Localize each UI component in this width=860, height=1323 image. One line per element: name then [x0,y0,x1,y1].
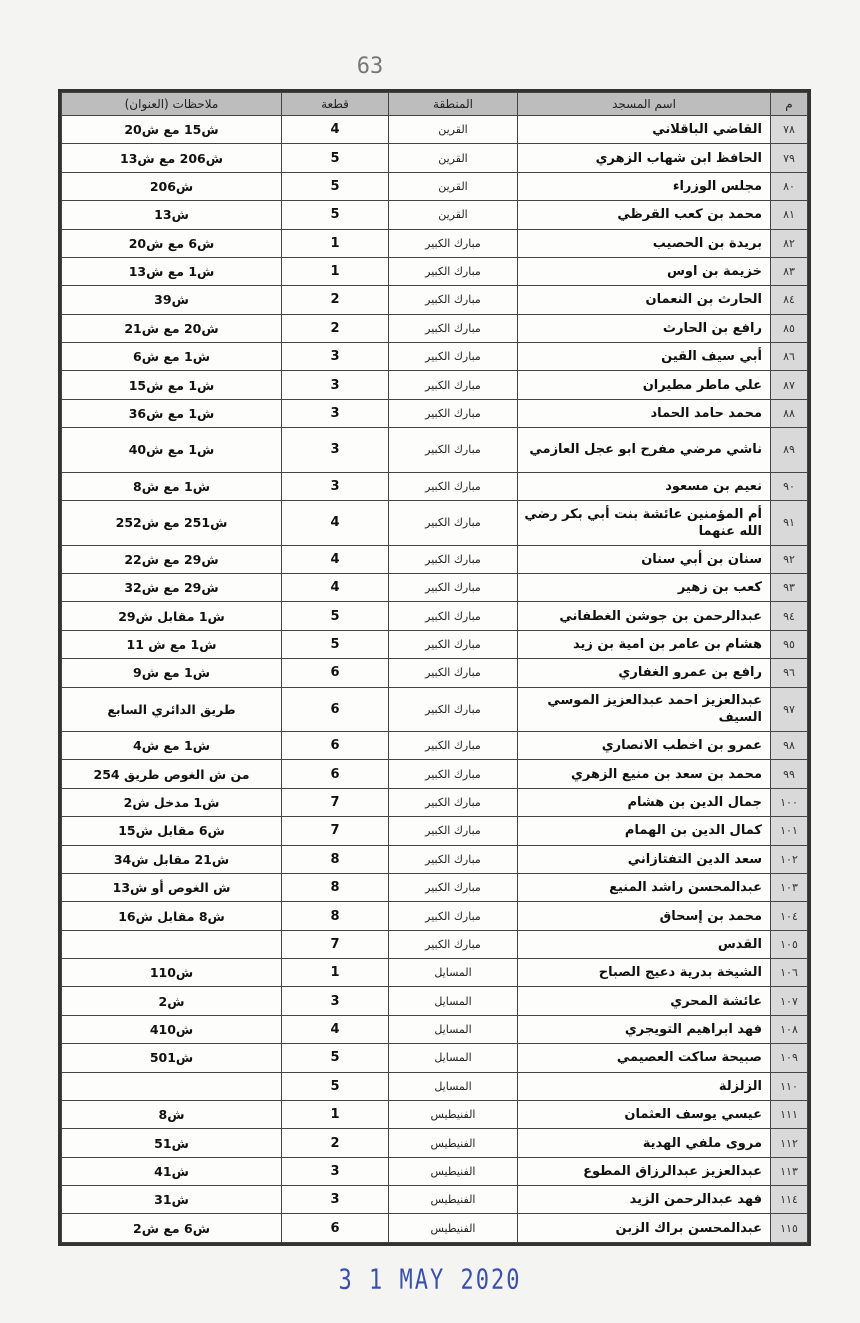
area: المسايل [389,959,518,987]
table-row [62,574,808,602]
mosque-name: فهد عبدالرحمن الزيد [518,1186,771,1214]
row-number: ٩٨ [771,732,808,760]
area: القرين [389,172,518,200]
address-notes: ش51 [62,1129,282,1157]
address-notes: ش29 مع ش22 [62,545,282,573]
block-number: 6 [282,687,389,732]
mosque-name: عبدالعزيز احمد عبدالعزيز الموسي السيف [518,687,771,732]
address-notes: ش41 [62,1157,282,1185]
row-number: ١١٢ [771,1129,808,1157]
table-body [62,116,808,1243]
row-number: ٩٢ [771,545,808,573]
area: مبارك الكبير [389,788,518,816]
date-stamp: 3 1 MAY 2020 [338,1264,522,1297]
address-notes: ش1 مع ش8 [62,472,282,500]
address-notes: ش1 مع ش 11 [62,630,282,658]
area: مبارك الكبير [389,399,518,427]
block-number: 3 [282,1157,389,1185]
address-notes: ش1 مع ش4 [62,732,282,760]
address-notes: طريق الدائري السابع [62,687,282,732]
block-number: 1 [282,257,389,285]
table-row [62,788,808,816]
row-number: ٨٧ [771,371,808,399]
area: القرين [389,116,518,144]
address-notes: ش2 [62,987,282,1015]
table-row [62,371,808,399]
row-number: ٨٠ [771,172,808,200]
row-number: ١١٠ [771,1072,808,1100]
table-row [62,930,808,958]
mosque-name: عبدالرحمن بن جوشن الغطفاني [518,602,771,630]
table-row [62,314,808,342]
header-mosque-name: اسم المسجد [518,93,771,116]
block-number: 1 [282,1100,389,1128]
header-block: قطعة [282,93,389,116]
area: مبارك الكبير [389,286,518,314]
mosque-name: محمد بن إسحاق [518,902,771,930]
row-number: ٨٨ [771,399,808,427]
mosque-name: رافع بن الحارث [518,314,771,342]
address-notes: ش21 مقابل ش34 [62,845,282,873]
row-number: ١٠٧ [771,987,808,1015]
table-row [62,116,808,144]
mosque-name: الزلزلة [518,1072,771,1100]
mosque-name: أبي سيف القين [518,343,771,371]
area: مبارك الكبير [389,343,518,371]
header-num: م [771,93,808,116]
address-notes: ش1 مع ش36 [62,399,282,427]
mosque-name: عمرو بن اخطب الانصاري [518,732,771,760]
row-number: ١٠٢ [771,845,808,873]
address-notes: ش29 مع ش32 [62,574,282,602]
block-number: 8 [282,873,389,901]
address-notes: ش8 مقابل ش16 [62,902,282,930]
row-number: ١١١ [771,1100,808,1128]
block-number: 1 [282,229,389,257]
row-number: ٩٠ [771,472,808,500]
row-number: ١١٣ [771,1157,808,1185]
area: مبارك الكبير [389,501,518,546]
table-row [62,545,808,573]
mosque-name: الحافظ ابن شهاب الزهري [518,144,771,172]
address-notes: ش501 [62,1044,282,1072]
address-notes: ش1 مع ش15 [62,371,282,399]
table-row [62,428,808,473]
area: مبارك الكبير [389,371,518,399]
address-notes: ش الغوص أو ش13 [62,873,282,901]
table-row [62,172,808,200]
block-number: 7 [282,930,389,958]
block-number: 8 [282,845,389,873]
area: مبارك الكبير [389,630,518,658]
area: مبارك الكبير [389,873,518,901]
table-header-row [62,93,808,116]
block-number: 5 [282,1072,389,1100]
area: مبارك الكبير [389,472,518,500]
block-number: 6 [282,659,389,687]
address-notes: ش410 [62,1015,282,1043]
row-number: ٨٦ [771,343,808,371]
area: الفنيطيس [389,1129,518,1157]
area: مبارك الكبير [389,659,518,687]
row-number: ٩٣ [771,574,808,602]
table-row [62,1186,808,1214]
table-row [62,987,808,1015]
mosque-name: عبدالعزيز عبدالرزاق المطوع [518,1157,771,1185]
area: المسايل [389,1044,518,1072]
header-area: المنطقة [389,93,518,116]
address-notes: ش6 مقابل ش15 [62,817,282,845]
table-row [62,1100,808,1128]
area: مبارك الكبير [389,602,518,630]
area: المسايل [389,1015,518,1043]
address-notes: ش39 [62,286,282,314]
block-number: 3 [282,428,389,473]
area: المسايل [389,987,518,1015]
row-number: ١٠١ [771,817,808,845]
row-number: ٨٤ [771,286,808,314]
row-number: ٨١ [771,201,808,229]
mosque-name: خزيمة بن اوس [518,257,771,285]
table-row [62,659,808,687]
area: المسايل [389,1072,518,1100]
table-row [62,873,808,901]
row-number: ١٠٥ [771,930,808,958]
mosque-name: عبدالمحسن براك الزبن [518,1214,771,1243]
address-notes: ش110 [62,959,282,987]
table-row [62,286,808,314]
mosque-name: مجلس الوزراء [518,172,771,200]
row-number: ١١٤ [771,1186,808,1214]
table-row [62,902,808,930]
block-number: 5 [282,144,389,172]
mosque-name: أم المؤمنين عائشة بنت أبي بكر رضي الله عنهما [518,501,771,546]
row-number: ٨٥ [771,314,808,342]
address-notes: ش1 مع ش13 [62,257,282,285]
block-number: 3 [282,399,389,427]
area: مبارك الكبير [389,428,518,473]
block-number: 7 [282,817,389,845]
block-number: 2 [282,1129,389,1157]
table-row [62,1129,808,1157]
table-row [62,229,808,257]
address-notes: ش20 مع ش21 [62,314,282,342]
mosques-table-frame [58,89,811,1246]
mosque-name: بريدة بن الحصيب [518,229,771,257]
address-notes: ش31 [62,1186,282,1214]
table-row [62,1157,808,1185]
area: مبارك الكبير [389,229,518,257]
mosque-name: صبيحة ساكت العصيمي [518,1044,771,1072]
row-number: ٧٨ [771,116,808,144]
address-notes: ش1 مع ش40 [62,428,282,473]
table-row [62,399,808,427]
mosque-name: ناشي مرضي مفرح ابو عجل العازمي [518,428,771,473]
mosque-name: محمد بن سعد بن منيع الزهري [518,760,771,788]
area: الفنيطيس [389,1157,518,1185]
block-number: 4 [282,501,389,546]
row-number: ٩٥ [771,630,808,658]
area: الفنيطيس [389,1186,518,1214]
mosque-name: محمد حامد الحماد [518,399,771,427]
table-row [62,760,808,788]
area: الفنيطيس [389,1100,518,1128]
mosque-name: جمال الدين بن هشام [518,788,771,816]
table-row [62,817,808,845]
table-row [62,472,808,500]
row-number: ١٠٨ [771,1015,808,1043]
mosque-name: رافع بن عمرو الغفاري [518,659,771,687]
row-number: ١٠٩ [771,1044,808,1072]
row-number: ٧٩ [771,144,808,172]
area: مبارك الكبير [389,314,518,342]
area: الفنيطيس [389,1214,518,1243]
area: القرين [389,144,518,172]
mosque-name: سعد الدين التفتازاني [518,845,771,873]
mosque-name: نعيم بن مسعود [518,472,771,500]
address-notes [62,1072,282,1100]
address-notes: ش13 [62,201,282,229]
area: مبارك الكبير [389,545,518,573]
block-number: 4 [282,574,389,602]
row-number: ٩٧ [771,687,808,732]
block-number: 5 [282,602,389,630]
row-number: ٨٩ [771,428,808,473]
mosques-table [61,92,808,1243]
mosque-name: محمد بن كعب القرظي [518,201,771,229]
block-number: 5 [282,1044,389,1072]
mosque-name: القاضي الباقلاني [518,116,771,144]
address-notes: ش6 مع ش20 [62,229,282,257]
mosque-name: عبدالمحسن راشد المنيع [518,873,771,901]
address-notes: ش1 مع ش9 [62,659,282,687]
table-row [62,144,808,172]
area: القرين [389,201,518,229]
header-notes: ملاحظات (العنوان) [62,93,282,116]
block-number: 3 [282,472,389,500]
block-number: 3 [282,1186,389,1214]
mosque-name: كمال الدين بن الهمام [518,817,771,845]
area: مبارك الكبير [389,930,518,958]
block-number: 2 [282,286,389,314]
block-number: 7 [282,788,389,816]
block-number: 3 [282,343,389,371]
table-row [62,687,808,732]
table-row [62,257,808,285]
row-number: ٩٤ [771,602,808,630]
mosque-name: عيسي يوسف العثمان [518,1100,771,1128]
mosque-name: علي ماطر مطيران [518,371,771,399]
table-row [62,201,808,229]
table-row [62,959,808,987]
block-number: 6 [282,1214,389,1243]
mosque-name: القدس [518,930,771,958]
block-number: 3 [282,371,389,399]
table-row [62,1015,808,1043]
block-number: 5 [282,201,389,229]
mosque-name: الشيخة بدرية دعيج الصباح [518,959,771,987]
area: مبارك الكبير [389,760,518,788]
table-row [62,1214,808,1243]
block-number: 3 [282,987,389,1015]
row-number: ٩٦ [771,659,808,687]
block-number: 2 [282,314,389,342]
row-number: ١٠٤ [771,902,808,930]
mosque-name: سنان بن أبي سنان [518,545,771,573]
address-notes: ش1 مقابل ش29 [62,602,282,630]
table-row [62,501,808,546]
row-number: ٩١ [771,501,808,546]
row-number: ٨٣ [771,257,808,285]
table-row [62,845,808,873]
table-row [62,1072,808,1100]
block-number: 4 [282,116,389,144]
address-notes [62,930,282,958]
mosque-name: فهد ابراهيم التويجري [518,1015,771,1043]
area: مبارك الكبير [389,732,518,760]
address-notes: ش15 مع ش20 [62,116,282,144]
area: مبارك الكبير [389,902,518,930]
address-notes: ش1 مع ش6 [62,343,282,371]
mosque-name: مروى ملفي الهدية [518,1129,771,1157]
address-notes: ش206 مع ش13 [62,144,282,172]
row-number: ١١٥ [771,1214,808,1243]
address-notes: ش8 [62,1100,282,1128]
mosque-name: الحارث بن النعمان [518,286,771,314]
mosque-name: كعب بن زهير [518,574,771,602]
address-notes: ش6 مع ش2 [62,1214,282,1243]
page-number: 63 [356,54,384,79]
row-number: ٨٢ [771,229,808,257]
block-number: 8 [282,902,389,930]
area: مبارك الكبير [389,817,518,845]
address-notes: ش251 مع ش252 [62,501,282,546]
area: مبارك الكبير [389,574,518,602]
table-row [62,1044,808,1072]
address-notes: ش206 [62,172,282,200]
table-row [62,343,808,371]
address-notes: من ش الغوص طريق 254 [62,760,282,788]
row-number: ١٠٠ [771,788,808,816]
block-number: 4 [282,1015,389,1043]
mosque-name: هشام بن عامر بن امية بن زيد [518,630,771,658]
block-number: 1 [282,959,389,987]
block-number: 6 [282,732,389,760]
area: مبارك الكبير [389,687,518,732]
block-number: 6 [282,760,389,788]
block-number: 4 [282,545,389,573]
table-row [62,732,808,760]
row-number: ١٠٦ [771,959,808,987]
row-number: ٩٩ [771,760,808,788]
area: مبارك الكبير [389,257,518,285]
table-row [62,602,808,630]
mosque-name: عائشة المحري [518,987,771,1015]
area: مبارك الكبير [389,845,518,873]
address-notes: ش1 مدخل ش2 [62,788,282,816]
block-number: 5 [282,172,389,200]
table-row [62,630,808,658]
row-number: ١٠٣ [771,873,808,901]
block-number: 5 [282,630,389,658]
